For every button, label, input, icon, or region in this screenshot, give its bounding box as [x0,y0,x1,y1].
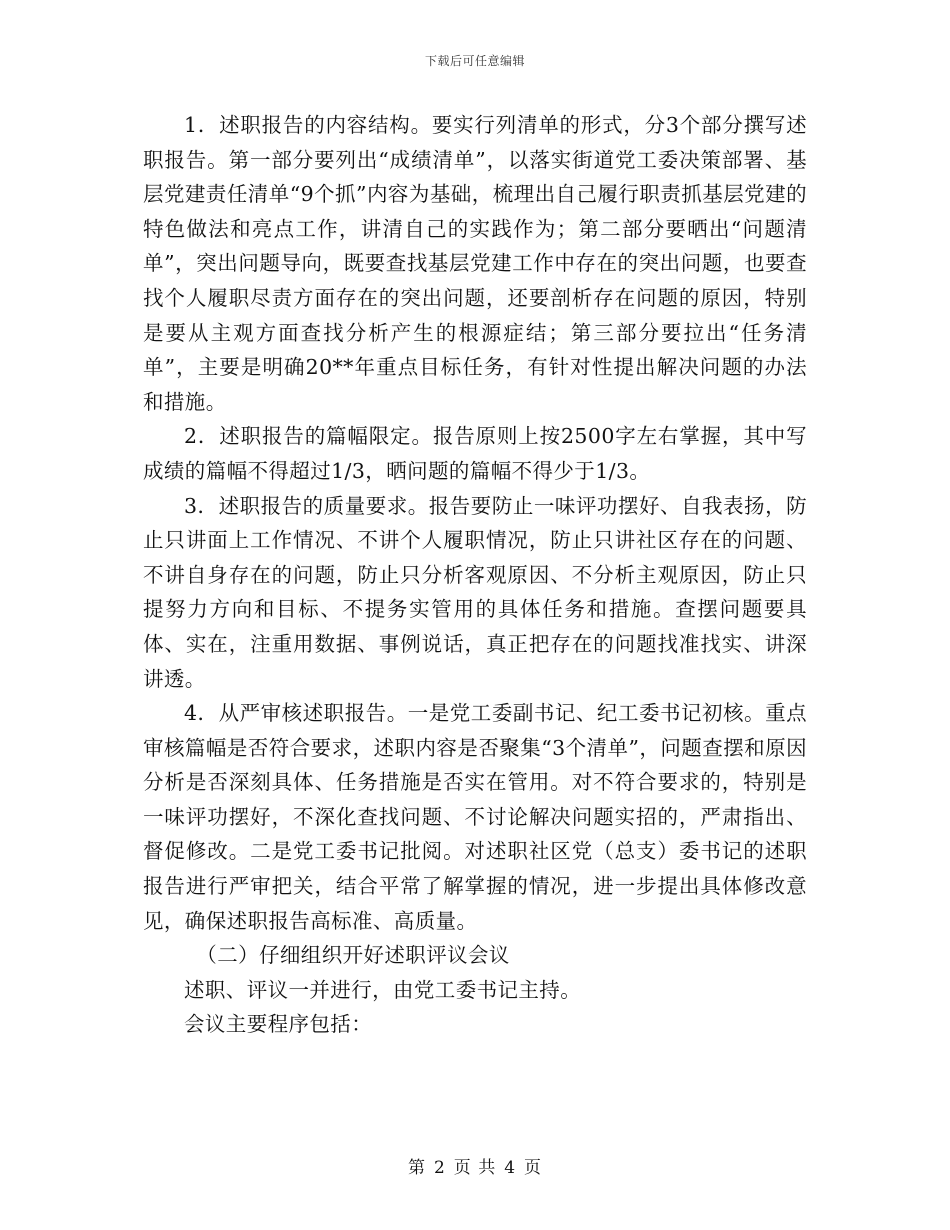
footer-suffix: 页 [524,1158,543,1178]
footer-mid: 页 共 [453,1158,497,1178]
document-body [143,108,807,1042]
paragraph-quality-requirements: 3．述职报告的质量要求。报告要防止一味评功摆好、自我表扬，防止只讲面上工作情况、不讲个人履职情况，防止只讲社区存在的问题、不讲自身存在的问题，防止只分析客观原因、不分析主观原因，防止只提努力方向和目标、不提务实管用的具体任务和措施。查摆问题要具体、实在，注重用数据、事例说话，真正把存在的问题找准找实、讲深讲透。 [143,493,807,691]
paragraph-length-limit: 2．述职报告的篇幅限定。报告原则上按2500字左右掌握，其中写成绩的篇幅不得超过1/3，晒问题的篇幅不得少于1/3。 [143,424,807,483]
footer-prefix: 第 [407,1158,426,1178]
paragraph-meeting-procedure: 会议主要程序包括： [184,1012,373,1037]
paragraph-strict-review: 4．从严审核述职报告。一是党工委副书记、纪工委书记初核。重点审核篇幅是否符合要求，述职内容是否聚集“3个清单”，问题查摆和原因分析是否深刻具体、任务措施是否实在管用。对不符合要求的，特别是一味评功摆好，不深化查找问题、不讨论解决问题实招的，严肃指出、督促修改。二是党工委书记批阅。对述职社区党（总支）委书记的述职报告进行严审把关，结合平常了解掌握的情况，进一步提出具体修改意见，确保述职报告高标准、高质量。 [143,701,807,933]
footer-page-number: 2 [433,1158,446,1178]
paragraph-meeting-host: 述职、评议一并进行，由党工委书记主持。 [184,977,582,1002]
page-header: 下载后可任意编辑 [424,54,525,68]
page-footer [0,1153,950,1178]
footer-total-pages: 4 [504,1158,517,1178]
paragraph-content-structure: 1．述职报告的内容结构。要实行列清单的形式，分3个部分撰写述职报告。第一部分要列出“成绩清单”，以落实街道党工委决策部署、基层党建责任清单“9个抓”内容为基础，梳理出自己履行职责抓基层党建的特色做法和亮点工作，讲清自己的实践作为；第二部分要晒出“问题清单”，突出问题导向，既要查找基层党建工作中存在的突出问题，也要查找个人履职尽责方面存在的突出问题，还要剖析存在问题的原因，特别是要从主观方面查找分析产生的根源症结；第三部分要拉出“任务清单”，主要是明确20**年重点目标任务，有针对性提出解决问题的办法和措施。 [143,113,807,414]
section-heading-meeting: （二）仔细组织开好述职评议会议 [196,943,510,968]
